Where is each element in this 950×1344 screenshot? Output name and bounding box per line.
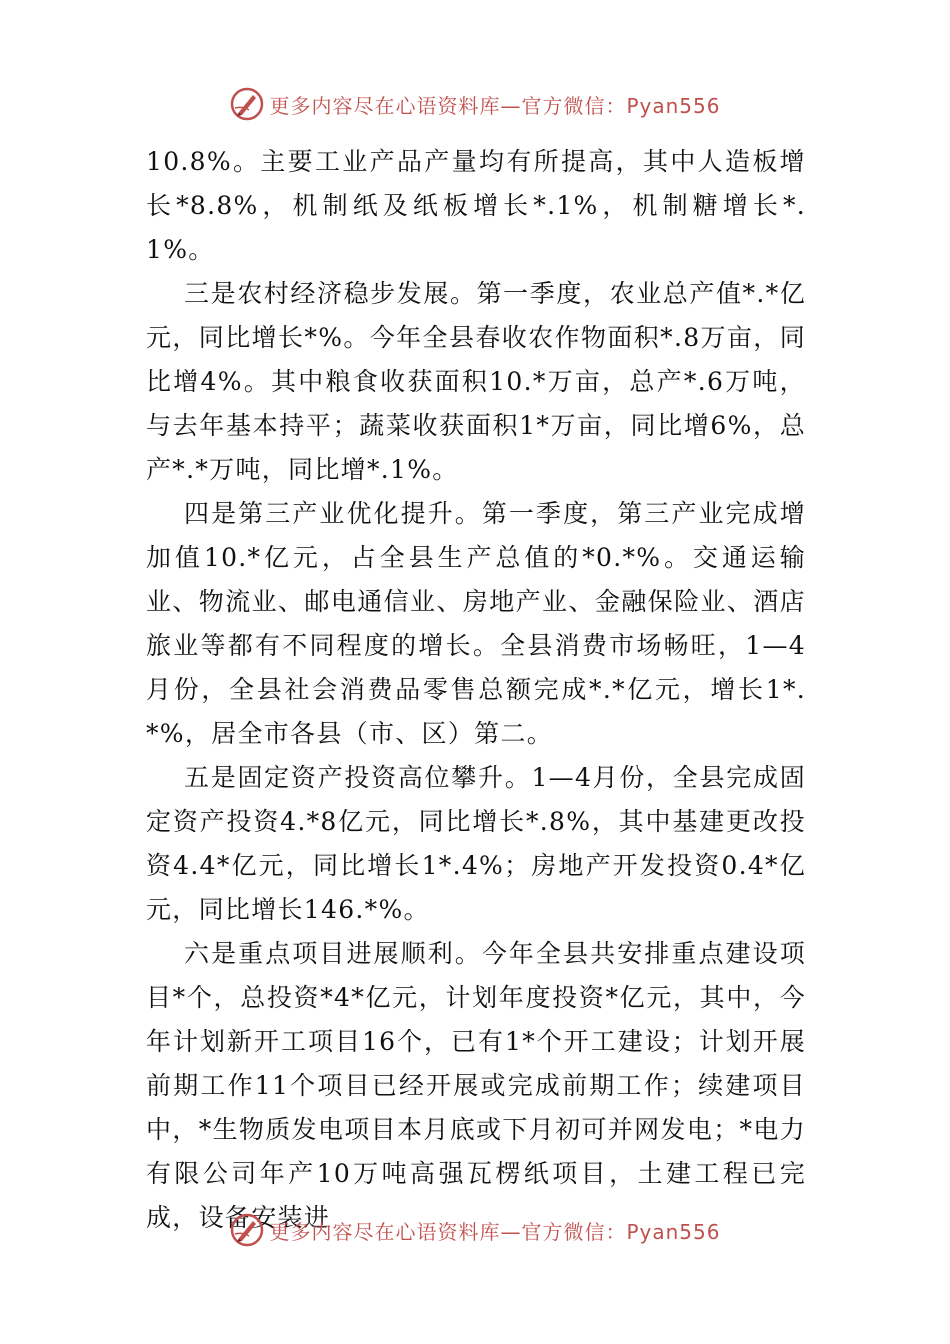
paragraph-continuation: 10.8%。主要工业产品产量均有所提高，其中人造板增长*8.8%，机制纸及纸板增长*.1%，机制糖增长*.1%。 [146, 147, 806, 264]
paragraph-tertiary-industry: 四是第三产业优化提升。第一季度，第三产业完成增加值10.*亿元，占全县生产总值的*0.*%。交通运输业、物流业、邮电通信业、房地产业、金融保险业、酒店旅业等都有不同程度的增长。全县消费市场畅旺，1—4月份，全县社会消费品零售总额完成*.*亿元，增长1*.*%，居全市各县（市、区）第二。 [146, 499, 806, 748]
paragraph-key-projects: 六是重点项目进展顺利。今年全县共安排重点建设项目*个，总投资*4*亿元，计划年度投资*亿元，其中，今年计划新开工项目16个，已有1*个开工建设；计划开展前期工作11个项目已经开展或完成前期工作；续建项目中，*生物质发电项目本月底或下月初可并网发电；*电力有限公司年产10万吨高强瓦楞纸项目，土建工程已完成，设备安装进 [146, 939, 806, 1232]
watermark-text: 更多内容尽在心语资料库—官方微信：Pyan556 [269, 1219, 721, 1244]
document-body [146, 140, 806, 1240]
watermark-header [0, 82, 950, 126]
paragraph-rural-economy: 三是农村经济稳步发展。第一季度，农业总产值*.*亿元，同比增长*%。今年全县春收农作物面积*.8万亩，同比增4%。其中粮食收获面积10.*万亩，总产*.6万吨，与去年基本持平；蔬菜收获面积1*万亩，同比增6%，总产*.*万吨，同比增*.1%。 [146, 279, 806, 484]
watermark-text: 更多内容尽在心语资料库—官方微信：Pyan556 [269, 93, 721, 118]
paragraph-fixed-asset-investment: 五是固定资产投资高位攀升。1—4月份，全县完成固定资产投资4.*8亿元，同比增长*.8%，其中基建更改投资4.4*亿元，同比增长1*.4%；房地产开发投资0.4*亿元，同比增长146.*%。 [146, 763, 806, 924]
watermark-footer [0, 1208, 950, 1252]
pen-logo-icon [229, 1212, 265, 1248]
pen-logo-icon [229, 86, 265, 122]
